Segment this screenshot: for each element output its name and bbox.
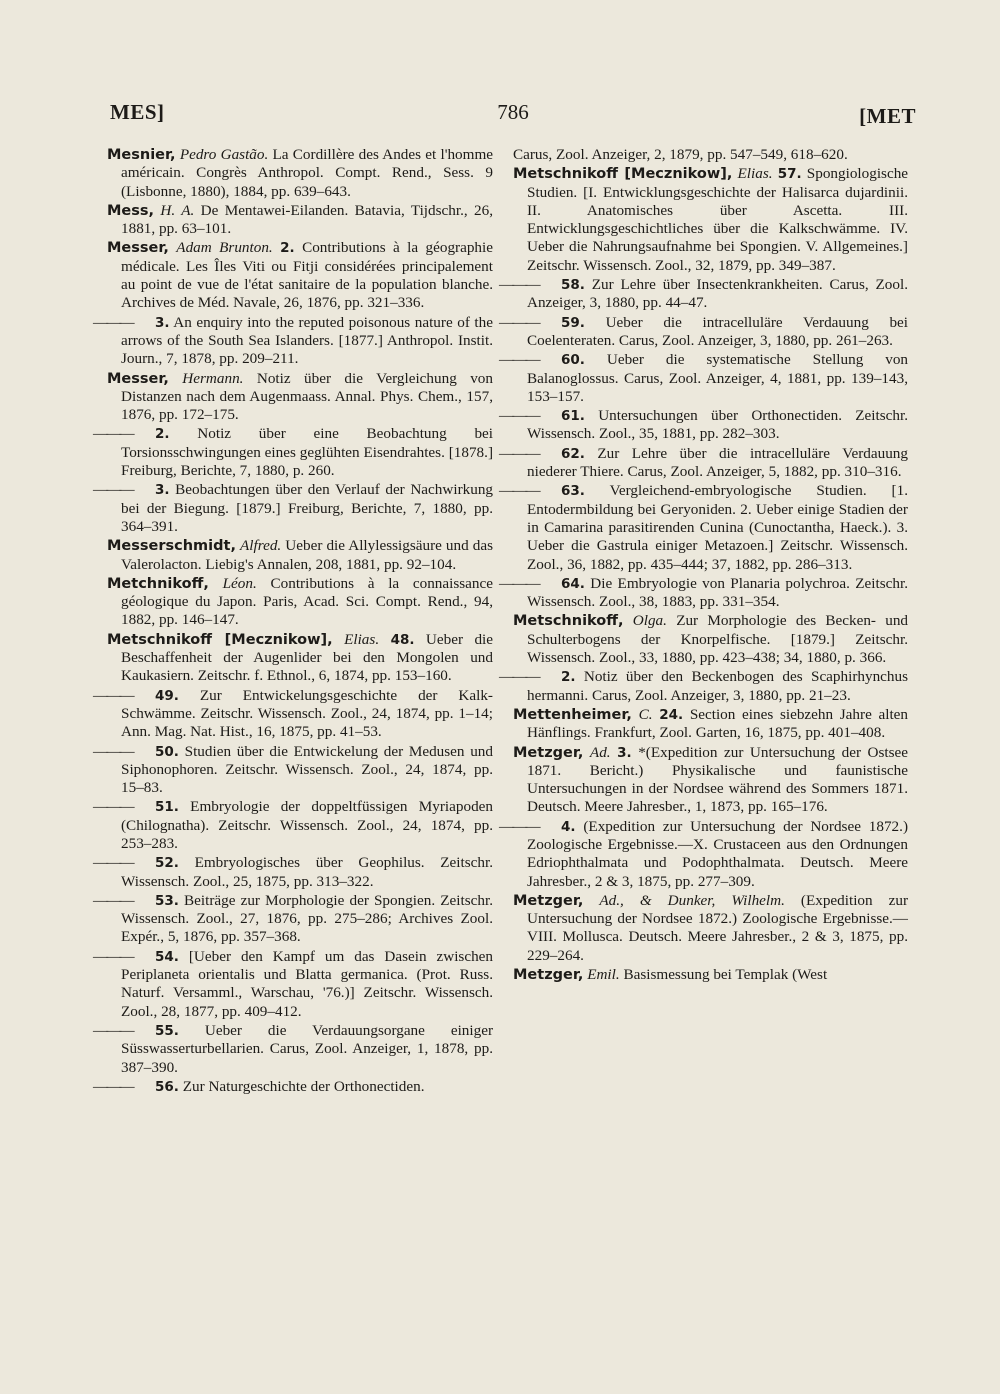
bibliography-entry [107, 892, 493, 947]
bibliography-entry [107, 687, 493, 742]
bibliography-entry [513, 744, 908, 817]
ditto-dash [107, 743, 155, 761]
bibliography-entry [513, 276, 908, 313]
entry-title: (Expedition zur Untersuchung der Nordsee 1872.) Zoologische Ergebnisse.—VIII. Mollusca. Deutsch. Meere Jahresber., 2 & 3, 1875, pp. 229–264. [527, 891, 908, 964]
bibliography-entry [513, 146, 908, 164]
entry-title: [Ueber den Kampf um das Dasein zwischen Periplaneta orientalis und Blatta germanica. (Prot. Russ. Naturf. Versamml., Warschau, '76.)] Zeitschr. Wissensch. Zool., 28, 1877, pp. 409–412. [121, 947, 493, 1020]
bibliography-entry [513, 575, 908, 612]
entry-author: Metschnikoff, [513, 613, 624, 630]
ditto-dash [107, 798, 155, 816]
page-header [110, 100, 916, 136]
bibliography-entry [513, 407, 908, 444]
entry-number: 59. [561, 314, 585, 331]
bibliography-entry [107, 202, 493, 239]
entry-number: 3. [155, 482, 170, 499]
entry-number: 57. [777, 166, 802, 183]
ditto-dash [107, 892, 155, 910]
entry-author: Mettenheimer, [513, 706, 632, 723]
entry-number: 48. [390, 631, 415, 648]
bibliography-entry [513, 612, 908, 667]
ditto-dash [513, 351, 561, 369]
entry-title: Ueber die Beschaffenheit der Augenlider bei den Mongolen und Kaukasiern. Zeitschr. f. Ethnol., 6, 1874, pp. 153–160. [121, 630, 494, 685]
entry-number: 61. [561, 408, 585, 425]
entry-title: Studien über die Entwickelung der Medusen und Siphonophoren. Zeitschr. Wissensch. Zool., 24, 1874, pp. 15–83. [121, 742, 493, 797]
ditto-dash [513, 276, 561, 294]
entry-title: Section eines siebzehn Jahre alten Hänflings. Frankfurt, Zool. Garten, 16, 1875, pp. 401–408. [527, 705, 909, 742]
bibliography-entry [513, 351, 908, 406]
entry-number: 53. [155, 892, 179, 909]
bibliography-entry [107, 743, 493, 798]
entry-title: Carus, Zool. Anzeiger, 2, 1879, pp. 547–549, 618–620. [513, 146, 848, 163]
entry-title: Basismessung bei Templak (West [623, 966, 828, 984]
entry-author: Mess, [107, 202, 155, 219]
entry-title: An enquiry into the reputed poisonous nature of the arrows of the South Sea Islanders. [1877.] Anthropol. Instit. Journ., 7, 1878, pp. 209–211. [121, 313, 493, 368]
bibliography-entry [107, 798, 493, 853]
entry-title: De Mentawei-Eilanden. Batavia, Tijdschr., 26, 1881, pp. 63–101. [121, 201, 493, 238]
bibliography-entry [513, 706, 908, 743]
entry-number: 54. [155, 948, 179, 965]
ditto-dash [107, 314, 155, 332]
entry-title: Contributions à la connaissance géologique du Japon. Paris, Acad. Sci. Compt. Rend., 94, 1882, pp. 146–147. [121, 574, 493, 629]
bibliography-entry [107, 481, 493, 536]
bibliography-entry [107, 370, 493, 425]
ditto-dash [107, 1078, 155, 1096]
entry-given-name: Emil. [587, 966, 620, 984]
bibliography-entry [107, 575, 493, 630]
bibliography-entry [107, 948, 493, 1021]
entry-given-name: H. A. [160, 201, 195, 219]
entry-number: 4. [561, 818, 576, 835]
entry-number: 52. [155, 855, 179, 872]
entry-title: Beobachtungen über den Verlauf der Nachwirkung bei der Biegung. [1879.] Freiburg, Berichte, 7, 1880, pp. 364–391. [121, 481, 494, 535]
entry-number: 24. [659, 706, 684, 723]
entry-number: 58. [561, 277, 585, 294]
entry-author: Metzger, [513, 892, 584, 909]
entry-title: Contributions à la géographie médicale. Les Îles Viti ou Fitji considérées principalement au point de vue de l'état sanitaire de la population blanche. Archives de Méd. Navale, 26, 1876, pp. 321–336. [121, 239, 493, 312]
right-column [513, 146, 908, 985]
bibliography-entry [107, 1078, 493, 1096]
entry-author: Metzger, [513, 744, 584, 761]
entry-number: 3. [155, 314, 170, 331]
bibliography-entry [107, 146, 493, 201]
entry-title: Notiz über eine Beobachtung bei Torsionsschwingungen eines geglühten Eisendrahtes. [1878.] Freiburg, Berichte, 7, 1880, p. 260. [121, 425, 493, 480]
entry-number: 50. [155, 743, 179, 760]
bibliography-entry [513, 314, 908, 351]
entry-number: 2. [561, 669, 576, 686]
entry-title: Spongiologische Studien. [I. Entwicklungsgeschichte der Halisarca dujardinii. II. Anatomisches über Ascetta. III. Entwicklungsgeschichtliches über die Kalkschwämme. IV. Ueber die Nahrungsaufnahme bei Spongien. V. Allgemeines.] Zeitschr. Wissensch. Zool., 32, 1879, pp. 349–387. [527, 165, 909, 274]
entry-title: Ueber die Allylessigsäure und das Valerolacton. Liebig's Annalen, 208, 1881, pp. 92–104. [121, 537, 494, 573]
entry-author: Metchnikoff, [107, 575, 209, 592]
ditto-dash [107, 1022, 155, 1040]
entry-given-name: Léon. [222, 574, 257, 592]
bibliography-entry [107, 537, 493, 574]
entry-given-name: Hermann. [182, 369, 244, 387]
entry-number: 2. [155, 426, 170, 443]
ditto-dash [107, 854, 155, 872]
ditto-dash [513, 407, 561, 425]
ditto-dash [513, 668, 561, 686]
bibliography-entry [513, 482, 908, 573]
bibliography-entry [107, 1022, 493, 1077]
entry-given-name: Pedro Gastão. [179, 146, 269, 163]
ditto-dash [513, 818, 561, 836]
header-range-end: [MET [859, 104, 916, 128]
entry-author: Metzger, [513, 967, 584, 984]
bibliography-entry [107, 239, 493, 312]
entry-number: 2. [280, 240, 295, 257]
entry-number: 62. [561, 445, 585, 462]
entry-title: Zur Lehre über Insectenkrankheiten. Carus, Zool. Anzeiger, 3, 1880, pp. 44–47. [527, 276, 908, 312]
entry-title: La Cordillère des Andes et l'homme américain. Congrès Anthropol. Compt. Rend., Sess. 9 (Lisbonne, 1880), 1884, pp. 639–643. [121, 146, 494, 200]
ditto-dash [107, 425, 155, 443]
entry-title: Embryologisches über Geophilus. Zeitschr. Wissensch. Zool., 25, 1875, pp. 313–322. [121, 854, 493, 890]
entry-given-name: Elias. [344, 630, 380, 648]
entry-title: Zur Morphologie des Becken- und Schulterbogens der Knorpelfische. [1879.] Zeitschr. Wissensch. Zool., 33, 1880, pp. 423–438; 34, 1880, p. 366. [527, 612, 909, 667]
entry-title: Zur Naturgeschichte der Orthonectiden. [182, 1077, 425, 1095]
entry-author: Mesnier, [107, 147, 176, 163]
entry-number: 56. [155, 1078, 179, 1095]
entry-given-name: C. [638, 705, 653, 723]
entry-title: Notiz über die Vergleichung von Distanzen nach dem Augenmaass. Annal. Phys. Chem., 157, 1876, pp. 172–175. [121, 369, 493, 424]
bibliography-entry [107, 854, 493, 891]
bibliography-entry [107, 425, 493, 480]
ditto-dash [513, 445, 561, 463]
bibliography-entry [513, 818, 908, 891]
bibliography-entry [513, 165, 908, 275]
entry-title: Notiz über den Beckenbogen des Scaphirhynchus hermanni. Carus, Zool. Anzeiger, 3, 1880, pp. 21–23. [527, 668, 909, 704]
left-column [107, 146, 493, 1097]
ditto-dash [513, 314, 561, 332]
entry-given-name: Adam Brunton. [176, 239, 273, 257]
entry-author: Messer, [107, 370, 169, 387]
entry-number: 64. [561, 575, 585, 592]
entry-given-name: Alfred. [240, 537, 282, 555]
entry-title: Ueber die intracelluläre Verdauung bei Coelenteraten. Carus, Zool. Anzeiger, 3, 1880, pp. 261–263. [527, 313, 908, 349]
ditto-dash [513, 575, 561, 593]
page-number: 786 [497, 100, 529, 124]
entry-number: 55. [155, 1022, 179, 1039]
entry-author: Metschnikoff [Mecznikow], [513, 166, 733, 183]
entry-number: 63. [561, 483, 585, 500]
entry-given-name: Ad. [589, 743, 611, 761]
entry-number: 3. [617, 744, 632, 761]
entry-title: Die Embryologie von Planaria polychroa. Zeitschr. Wissensch. Zool., 38, 1883, pp. 331–354. [527, 574, 908, 611]
ditto-dash [107, 948, 155, 966]
bibliography-entry [107, 631, 493, 686]
entry-title: Ueber die Verdauungsorgane einiger Süsswasserturbellarien. Carus, Zool. Anzeiger, 1, 1878, pp. 387–390. [121, 1021, 494, 1076]
bibliography-entry [513, 668, 908, 705]
entry-title: Beiträge zur Morphologie der Spongien. Zeitschr. Wissensch. Zool., 27, 1876, pp. 275–286; Archives Zool. Expér., 5, 1876, pp. 357–368. [121, 891, 493, 946]
entry-author: Metschnikoff [Mecznikow], [107, 631, 333, 648]
entry-title: Zur Entwickelungsgeschichte der Kalk-Schwämme. Zeitschr. Wissensch. Zool., 24, 1874, pp. 1–14; Ann. Mag. Nat. Hist., 16, 1875, pp. 41–53. [121, 686, 493, 741]
entry-given-name: Elias. [737, 165, 773, 183]
bibliography-entry [513, 892, 908, 965]
ditto-dash [107, 687, 155, 705]
bibliography-entry [107, 314, 493, 369]
entry-title: Embryologie der doppeltfüssigen Myriapoden (Chilognatha). Zeitschr. Wissensch. Zool., 24, 1874, pp. 253–283. [121, 798, 493, 852]
entry-number: 51. [155, 799, 179, 816]
entry-author: Messer, [107, 240, 169, 257]
ditto-dash [107, 481, 155, 499]
entry-number: 60. [561, 352, 585, 369]
bibliography-entry [513, 966, 908, 984]
header-range-start: MES] [110, 100, 165, 124]
entry-number: 49. [155, 687, 179, 704]
entry-title: Zur Lehre über die intracelluläre Verdauung niederer Thiere. Carus, Zool. Anzeiger, 5, 1882, pp. 310–316. [527, 444, 908, 481]
entry-given-name: Ad., & Dunker, Wilhelm. [599, 891, 785, 909]
entry-title: Ueber die systematische Stellung von Balanoglossus. Carus, Zool. Anzeiger, 4, 1881, pp. 139–143, 153–157. [527, 351, 909, 405]
entry-title: (Expedition zur Untersuchung der Nordsee 1872.) Zoologische Ergebnisse.—X. Crustaceen aus den Ordnungen Edriophthalmata und Podophthalmata. Deutsch. Meere Jahresber., 2 & 3, 1875, pp. 277–309. [527, 817, 908, 890]
entry-title: Vergleichend-embryologische Studien. [1. Entodermbildung bei Geryoniden. 2. Ueber einige Stadien der in Camarina parasitirenden Cunina (Cunoctantha, Haeck.). 3. Ueber die Gastrula einiger Metazoen.] Zeitschr. Wissensch. Zool., 36, 1882, pp. 435–444; 37, 1882, pp. 286–313. [527, 482, 908, 573]
bibliography-entry [513, 445, 908, 482]
entry-given-name: Olga. [632, 612, 667, 630]
ditto-dash [513, 482, 561, 500]
entry-title: *(Expedition zur Untersuchung der Ostsee 1871. Bericht.) Physikalische und faunistische Untersuchungen in der Nordsee während des Sommers 1871. Deutsch. Meere Jahresber., 1, 1873, pp. 165–176. [527, 743, 909, 816]
entry-author: Messerschmidt, [107, 538, 236, 555]
entry-title: Untersuchungen über Orthonectiden. Zeitschr. Wissensch. Zool., 35, 1881, pp. 282–303. [527, 407, 908, 443]
